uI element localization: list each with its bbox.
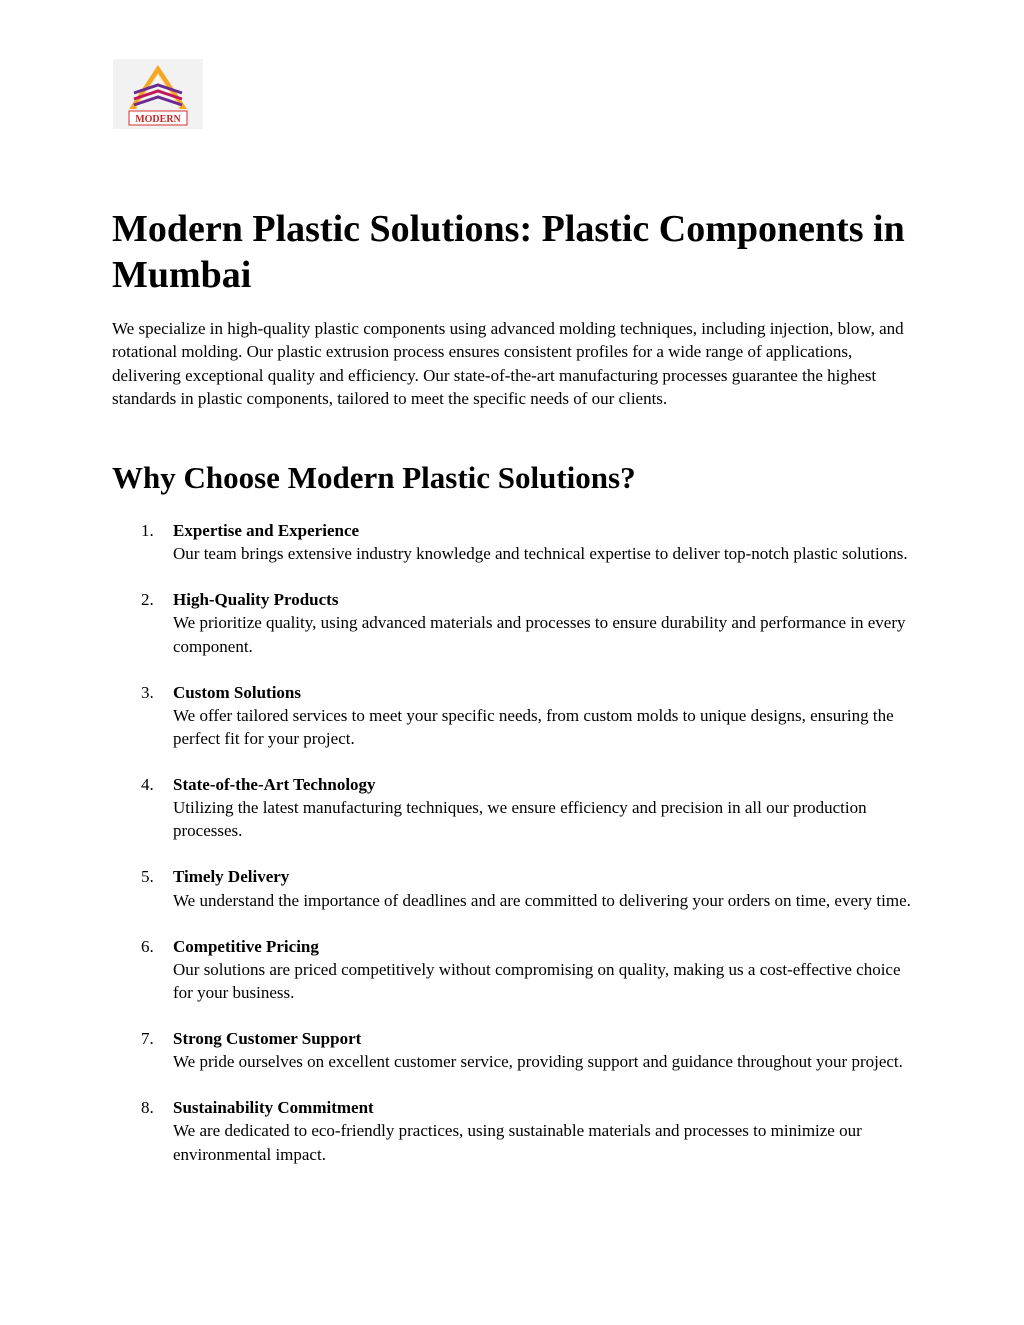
list-item-number: 4. [141, 775, 154, 795]
list-item-description: Our team brings extensive industry knowledge and technical expertise to deliver top-notch plastic solutions. [173, 544, 908, 564]
list-item-number: 6. [141, 936, 154, 956]
reasons-list [112, 519, 912, 1189]
list-item-description: Utilizing the latest manufacturing techniques, we ensure efficiency and precision in all our production processes. [173, 798, 867, 841]
list-item [112, 773, 912, 843]
list-item-title: Timely Delivery [173, 867, 290, 887]
list-item-description: We pride ourselves on excellent customer service, providing support and guidance throughout your project. [173, 1052, 903, 1072]
logo-graphic [113, 59, 203, 129]
list-item-description: We are dedicated to eco-friendly practices, using sustainable materials and processes to minimize our environmental impact. [173, 1121, 862, 1164]
list-item-title: Sustainability Commitment [173, 1098, 374, 1118]
page-title: Modern Plastic Solutions: Plastic Components in Mumbai [112, 208, 905, 296]
list-item-description: We understand the importance of deadlines and are committed to delivering your orders on time, every time. [173, 890, 911, 910]
intro-paragraph: We specialize in high-quality plastic components using advanced molding techniques, including injection, blow, and rotational molding. Our plastic extrusion process ensures consistent profiles for a wide range of applications, delivering exceptional quality and efficiency. Our state-of-the-art manufacturing processes guarantee the highest standards in plastic components, tailored to meet the specific needs of our clients. [112, 319, 904, 408]
list-item [112, 681, 912, 751]
list-item [112, 1027, 912, 1073]
logo-text: MODERN [135, 114, 181, 125]
list-item-title: High-Quality Products [173, 590, 339, 610]
list-item-description: Our solutions are priced competitively without compromising on quality, making us a cost-effective choice for your business. [173, 959, 901, 1003]
list-item-title: State-of-the-Art Technology [173, 775, 376, 795]
list-item [112, 1096, 912, 1166]
list-item [112, 588, 912, 658]
list-item-title: Competitive Pricing [173, 936, 319, 956]
list-item-title: Strong Customer Support [173, 1029, 362, 1049]
list-item [112, 519, 912, 565]
list-item-number: 3. [141, 682, 154, 702]
list-item-number: 1. [141, 521, 154, 540]
list-item-title: Custom Solutions [173, 682, 302, 702]
list-item [112, 865, 912, 911]
list-item-number: 2. [141, 590, 154, 610]
list-item-number: 8. [141, 1098, 154, 1118]
list-item-description: We prioritize quality, using advanced materials and processes to ensure durability and performance in every component. [173, 613, 906, 656]
list-item-description: We offer tailored services to meet your specific needs, from custom molds to unique designs, ensuring the perfect fit for your project. [173, 705, 894, 749]
company-logo [113, 59, 203, 129]
list-item-number: 5. [141, 867, 154, 887]
list-item [112, 935, 912, 1005]
list-item-number: 7. [141, 1029, 154, 1049]
why-choose-heading: Why Choose Modern Plastic Solutions? [112, 460, 636, 495]
list-item-title: Expertise and Experience [173, 521, 360, 540]
